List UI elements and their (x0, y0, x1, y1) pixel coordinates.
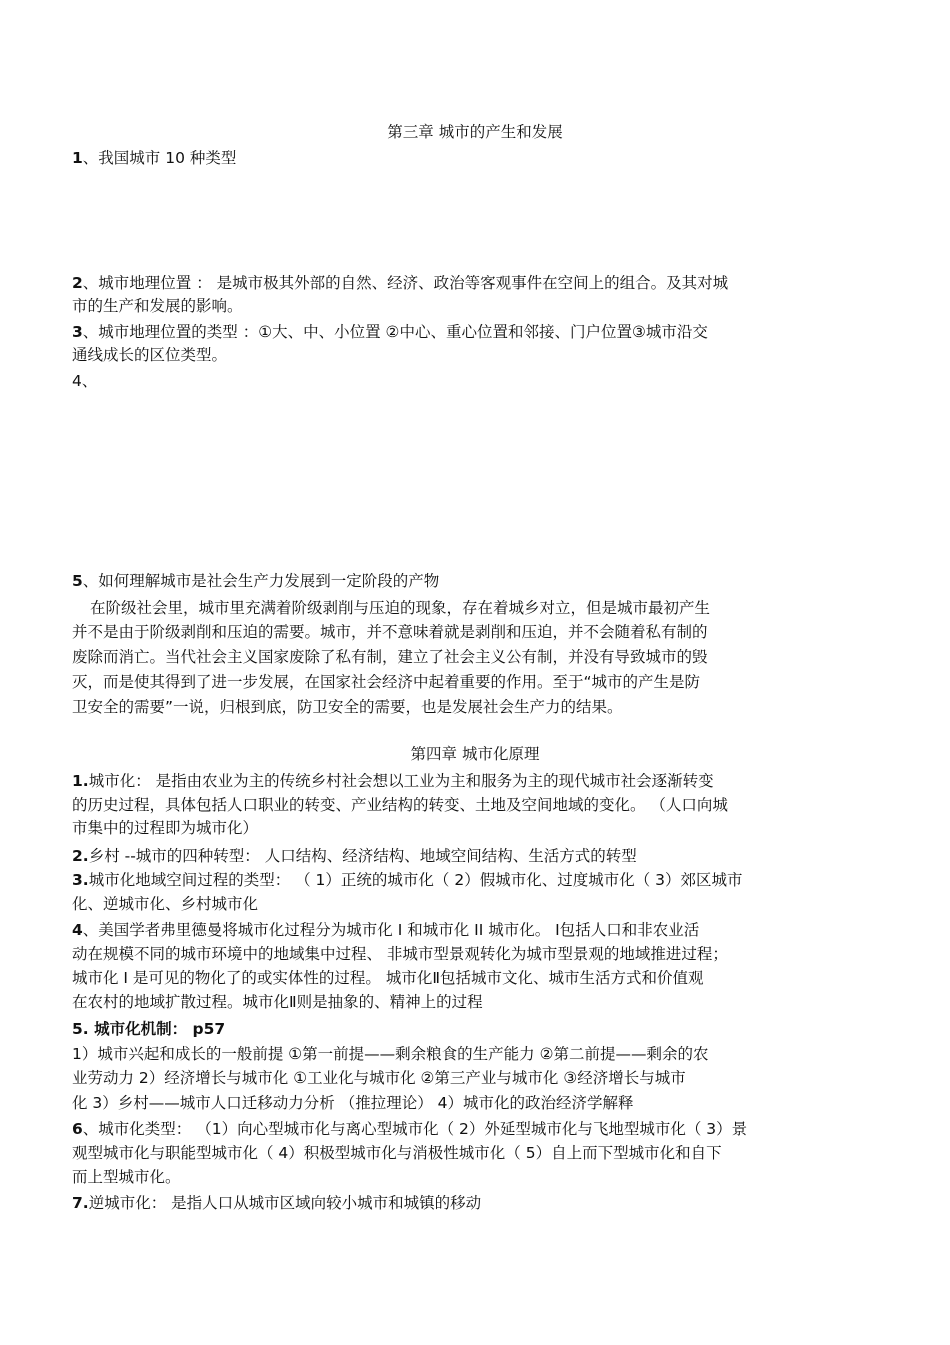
item-text: 、城市化类型： （1）向心型城市化与离心型城市化（ 2）外延型城市化与飞地型城市化（ 3）景 (82, 1120, 748, 1138)
ch4-line: 而上型城市化。 (72, 1168, 181, 1186)
item-number: 5. (72, 1020, 89, 1038)
item-5-para-line: 卫安全的需要”一说，归根到底，防卫安全的需要，也是发展社会生产力的结果。 (72, 698, 623, 716)
ch4-line (72, 1193, 481, 1213)
item-text: 、城市地理位置的类型 ：①大、中、小位置 ②中心、重心位置和邻接、门户位置③城市沿交 (82, 323, 708, 341)
item-number: 2. (72, 847, 89, 865)
item-number: 2 (72, 274, 83, 292)
item-5-para-line: 在阶级社会里，城市里充满着阶级剥削与压迫的现象，存在着城乡对立，但是城市最初产生 (90, 599, 711, 617)
item-number: 5 (72, 572, 83, 590)
item-text: 城市化地域空间过程的类型： （ 1）正统的城市化（ 2）假城市化、过度城市化（ 3）郊区城市 (88, 871, 743, 889)
ch4-line: 化 3）乡村——城市人口迁移动力分析 （推拉理论） 4）城市化的政治经济学解释 (72, 1094, 634, 1112)
item-2-cont: 市的生产和发展的影响。 (72, 297, 243, 315)
ch4-line (72, 846, 637, 866)
ch4-line: 城市化 I 是可见的物化了的或实体性的过程。 城市化Ⅱ包括城市文化、城市生活方式和价值观 (72, 969, 704, 987)
item-number: 1 (72, 149, 83, 167)
chapter4-title: 第四章 城市化原理 (410, 745, 540, 763)
item-5-heading (72, 571, 439, 591)
item-text: 逆城市化： 是指人口从城市区域向较小城市和城镇的移动 (88, 1194, 482, 1212)
item-number: 3. (72, 871, 89, 889)
ch4-line (72, 771, 714, 791)
ch4-line: 1）城市兴起和成长的一般前提 ①第一前提——剩余粮食的生产能力 ②第二前提——剩余的农 (72, 1045, 709, 1063)
item-5-para-line: 废除而消亡。当代社会主义国家废除了私有制，建立了社会主义公有制，并没有导致城市的毁 (72, 648, 708, 666)
item-4 (72, 371, 97, 391)
ch4-line (72, 1019, 225, 1039)
item-number: 1. (72, 772, 89, 790)
ch4-line (72, 1119, 747, 1139)
item-3 (72, 322, 708, 342)
item-5-para-line: 并不是由于阶级剥削和压迫的需要。城市，并不意味着就是剥削和压迫，并不会随着私有制的 (72, 623, 708, 641)
item-text: 、城市地理位置 ： 是城市极其外部的自然、经济、政治等客观事件在空间上的组合。及其对城 (82, 274, 729, 292)
item-text: 城市化机制： p57 (88, 1020, 226, 1038)
item-text: 、美国学者弗里德曼将城市化过程分为城市化 I 和城市化 II 城市化。 Ⅰ包括人口和非农业活 (82, 921, 700, 939)
ch4-line: 观型城市化与职能型城市化（ 4）积极型城市化与消极性城市化（ 5）自上而下型城市化和自下 (72, 1144, 722, 1162)
item-3-cont: 通线成长的区位类型。 (72, 346, 228, 364)
item-number: 6 (72, 1120, 83, 1138)
item-5-para-line: 灭，而是使其得到了进一步发展，在国家社会经济中起着重要的作用。至于“城市的产生是防 (72, 673, 701, 691)
item-text: 、如何理解城市是社会生产力发展到一定阶段的产物 (82, 572, 440, 590)
item-number: 4 (72, 921, 83, 939)
ch4-line: 的历史过程，具体包括人口职业的转变、产业结构的转变、土地及空间地域的变化。 （人口向城 (72, 796, 728, 814)
ch4-line (72, 920, 699, 940)
item-text: 、 (81, 372, 98, 390)
ch4-line: 动在规模不同的城市环境中的地域集中过程、 非城市型景观转化为城市型景观的地域推进过程； (72, 945, 728, 963)
item-text: 、我国城市 10 种类型 (82, 149, 237, 167)
item-1 (72, 148, 236, 168)
item-text: 城市化： 是指由农业为主的传统乡村社会想以工业为主和服务为主的现代城市社会逐渐转变 (88, 772, 714, 790)
item-number: 3 (72, 323, 83, 341)
item-number: 7. (72, 1194, 89, 1212)
chapter3-title: 第三章 城市的产生和发展 (387, 123, 563, 141)
ch4-line (72, 870, 742, 890)
ch4-line: 市集中的过程即为城市化） (72, 819, 259, 837)
item-2 (72, 273, 728, 293)
item-text: 乡村 --城市的四种转型： 人口结构、经济结构、地域空间结构、生活方式的转型 (88, 847, 637, 865)
item-number: 4 (72, 372, 82, 390)
ch4-line: 业劳动力 2）经济增长与城市化 ①工业化与城市化 ②第三产业与城市化 ③经济增长与城市 (72, 1069, 686, 1087)
ch4-line: 在农村的地域扩散过程。城市化Ⅱ则是抽象的、精神上的过程 (72, 993, 483, 1011)
ch4-line: 化、逆城市化、乡村城市化 (72, 895, 259, 913)
